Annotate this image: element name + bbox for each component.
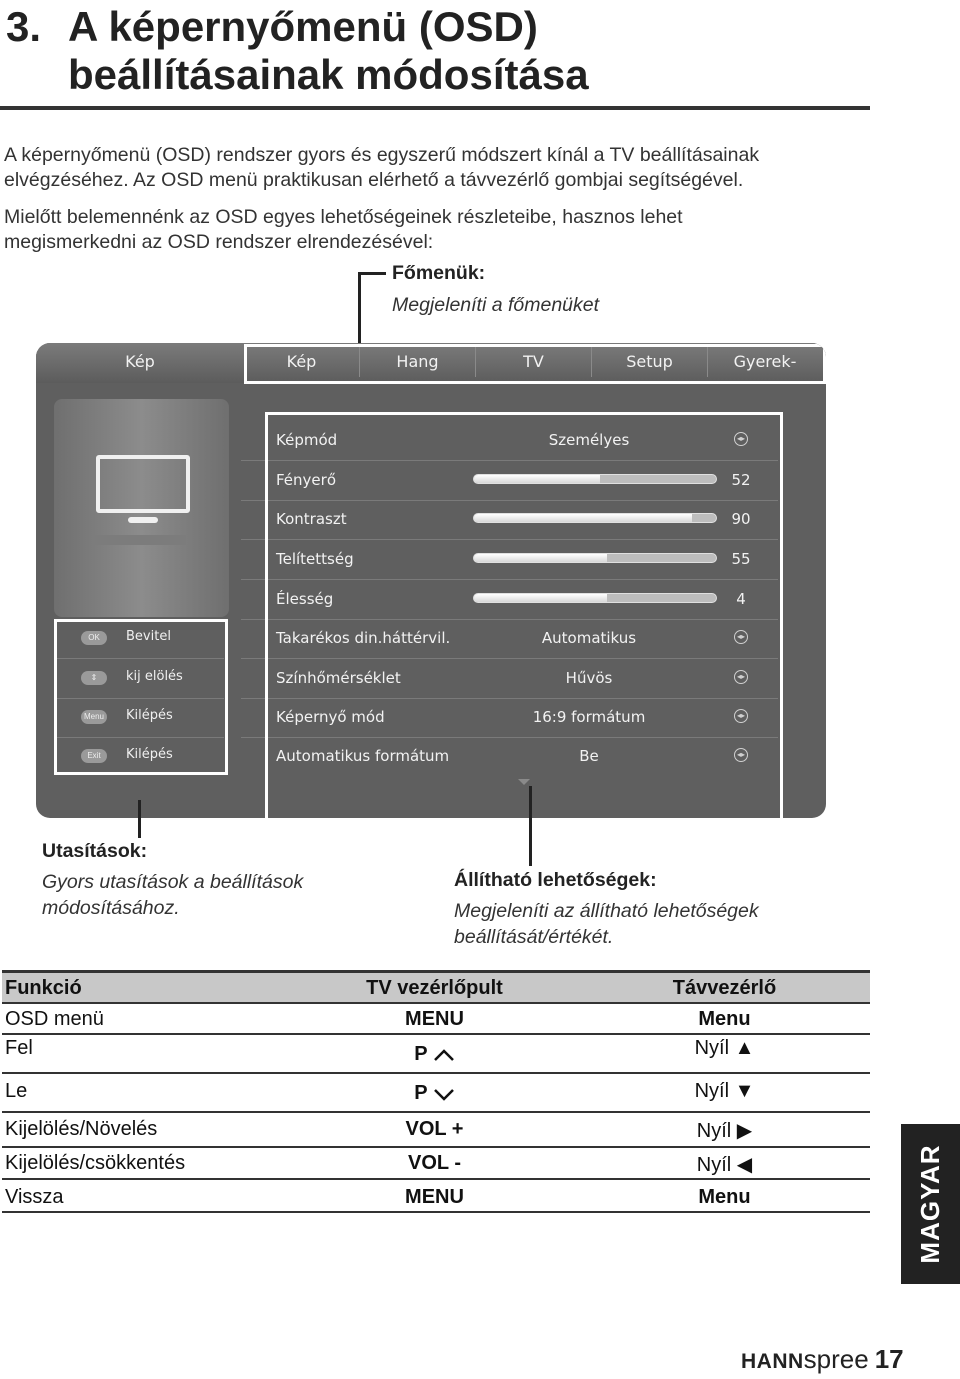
option-value: Személyes [548,431,630,449]
option-value: Be [579,747,599,765]
options-highlight [265,412,783,818]
table-row [2,1074,870,1113]
intro-p1-line1: A képernyőmenü (OSD) rendszer gyors és egyszerű módszert kínál a TV beállításainak [4,144,760,166]
title-line-1: A képernyőmenü (OSD) [68,3,538,50]
callout-instructions-heading: Utasítások: [42,840,148,862]
tv-base-icon [92,535,186,545]
language-label: MAGYAR [915,1144,945,1264]
footer [741,1344,904,1375]
table-cell [332,1082,537,1105]
table-header-cell: Funkció [5,977,82,999]
table-header-cell: Távvezérlő [672,977,777,999]
tab-tv[interactable]: TV [523,352,544,371]
title-rule [0,106,870,110]
table-cell: Nyíl ▼ [694,1080,755,1102]
left-right-arrow-icon[interactable]: ◂▸ [734,748,748,762]
command-label: kij elölés [126,669,183,684]
table-cell: Nyíl ▶ [696,1120,753,1142]
table-row [2,1035,870,1074]
main-menus-highlight [244,344,826,384]
table-cell: Menu [698,1008,751,1030]
menu-key-icon: Menu [81,710,107,724]
table-cell: Fel [5,1037,33,1059]
command-label: Bevitel [126,629,171,644]
callout-options-vline [529,786,532,866]
table-cell: Kijelölés/csökkentés [5,1152,186,1174]
callout-main-desc: Megjeleníti a főmenüket [392,294,600,316]
callout-instructions-desc-1: Gyors utasítások a beállítások [42,871,304,893]
table-cell: Menu [698,1186,751,1208]
option-level: 4 [736,590,746,608]
tab-gyerek[interactable]: Gyerek- [733,352,797,371]
brand-logo-bold: HANN [741,1350,804,1373]
table-row [2,1113,870,1148]
callout-main-heading: Főmenük: [392,262,486,284]
table-cell: Vissza [5,1186,64,1208]
callout-options-desc-1: Megjeleníti az állítható lehetőségek [454,900,759,922]
osd-screen [36,343,826,818]
page-number: 17 [874,1344,904,1374]
table-header-cell: TV vezérlőpult [366,977,503,999]
chevron-up-icon [433,1048,455,1062]
navigate-key-icon: ⇕ [81,671,107,685]
option-label: Képmód [276,431,338,449]
language-tab [901,1124,960,1284]
tab-kep[interactable]: Kép [286,352,317,371]
tab-setup[interactable]: Setup [626,352,673,371]
left-right-arrow-icon[interactable]: ◂▸ [734,670,748,684]
tab-hang[interactable]: Hang [396,352,439,371]
callout-options-heading: Állítható lehetőségek: [454,869,657,891]
title-line-2: beállításainak módosítása [68,51,589,98]
callout-main-vline [358,272,361,344]
left-right-arrow-icon[interactable]: ◂▸ [734,630,748,644]
option-value: Automatikus [541,629,637,647]
table-cell: MENU [405,1008,464,1030]
option-label: Telítettség [276,550,354,568]
option-level: 52 [731,471,751,489]
left-right-arrow-icon[interactable]: ◂▸ [734,432,748,446]
panel-key-label: P [414,1043,428,1065]
table-cell: Kijelölés/Növelés [5,1118,158,1140]
table-cell: MENU [405,1186,464,1208]
table-cell [332,1043,537,1066]
callout-instructions-vline [138,800,141,838]
panel-key-label: P [414,1082,428,1104]
option-level: 90 [731,510,751,528]
tv-stand-icon [128,517,158,523]
chevron-down-icon [433,1087,455,1101]
osd-current-menu: Kép [125,352,155,371]
callout-main-hline [358,272,386,275]
command-label: Kilépés [126,747,173,762]
table-row [2,1180,870,1213]
brand-logo-light: spree [803,1344,869,1374]
option-level: 55 [731,550,751,568]
exit-key-icon: Exit [81,749,107,763]
table-cell: Nyíl ◀ [696,1154,753,1176]
option-label: Képernyő mód [276,708,385,726]
option-label: Kontraszt [276,510,347,528]
scroll-down-icon[interactable] [518,779,530,785]
table-row [2,1148,870,1180]
option-label: Automatikus formátum [276,747,450,765]
left-right-arrow-icon[interactable]: ◂▸ [734,709,748,723]
option-label: Élesség [276,590,334,608]
option-value: Hűvös [565,669,613,687]
tv-icon [96,455,190,513]
table-cell: Le [5,1080,28,1102]
table-cell: VOL + [405,1118,464,1140]
option-label: Takarékos din.háttérvil. [276,629,451,647]
ok-key-icon: OK [81,631,107,645]
table-cell: VOL - [408,1152,461,1174]
controls-table [2,970,870,1213]
callout-instructions-desc-2: módosításához. [42,897,180,919]
section-number: 3. [6,3,42,50]
intro-p2-line2: megismerkedni az OSD rendszer elrendezésével: [4,231,434,253]
instructions-highlight [54,619,228,775]
table-row [2,1004,870,1035]
intro-p2-line1: Mielőtt belemennénk az OSD egyes lehetőségeinek részleteibe, hasznos lehet [4,206,683,228]
table-header-row [2,970,870,1004]
command-label: Kilépés [126,708,173,723]
table-cell: OSD menü [5,1008,104,1030]
callout-options-desc-2: beállítását/értékét. [454,926,614,948]
option-label: Fényerő [276,471,336,489]
table-cell: Nyíl ▲ [694,1037,755,1059]
option-label: Színhőmérséklet [276,669,401,687]
intro-p1-line2: elvégzéséhez. Az OSD menü praktikusan elérhető a távvezérlő gombjai segítségével. [4,169,744,191]
option-value: 16:9 formátum [532,708,646,726]
